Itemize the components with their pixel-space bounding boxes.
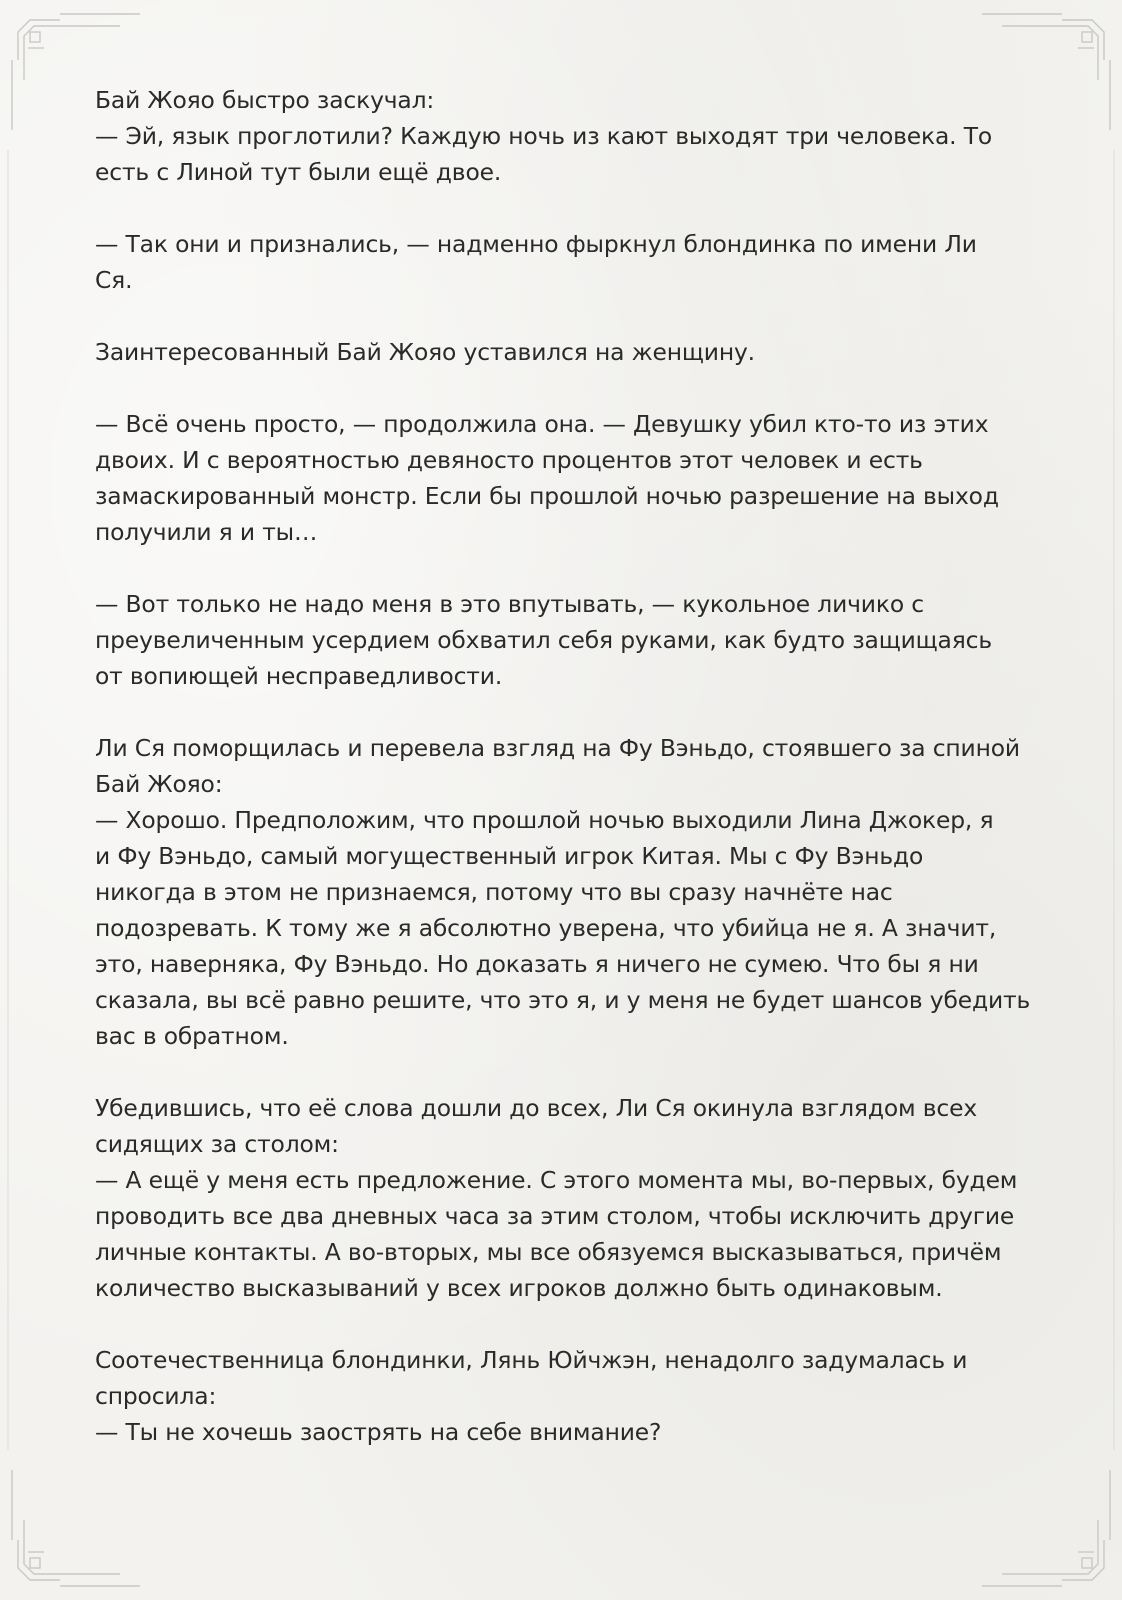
- text-line: проводить все два дневных часа за этим столом, чтобы исключить другие: [95, 1202, 1015, 1230]
- text-line: двоих. И с вероятностью девяносто процентов этот человек и есть: [95, 446, 923, 474]
- paragraph: [95, 1090, 1035, 1306]
- text-line: Ся.: [95, 266, 133, 294]
- paragraph: [95, 730, 1035, 1054]
- text-line: Убедившись, что её слова дошли до всех, Ли Ся окинула взглядом всех: [95, 1094, 978, 1122]
- text-line: преувеличенным усердием обхватил себя руками, как будто защищаясь: [95, 626, 992, 654]
- paragraph: [95, 406, 1035, 550]
- text-line: личные контакты. А во-вторых, мы все обязуемся высказываться, причём: [95, 1238, 1002, 1266]
- text-line: — Эй, язык проглотили? Каждую ночь из кают выходят три человека. То: [95, 122, 993, 150]
- text-line: — Вот только не надо меня в это впутывать, — кукольное личико с: [95, 590, 924, 618]
- text-line: вас в обратном.: [95, 1022, 289, 1050]
- text-line: это, наверняка, Фу Вэньдо. Но доказать я ничего не сумею. Что бы я ни: [95, 950, 979, 978]
- corner-ornament-bottom-right: [982, 1470, 1110, 1586]
- text-line: количество высказываний у всех игроков должно быть одинаковым.: [95, 1274, 943, 1302]
- text-line: спросила:: [95, 1382, 217, 1410]
- corner-ornament-bottom-left: [12, 1470, 140, 1586]
- text-line: Заинтересованный Бай Жояо уставился на женщину.: [95, 338, 755, 366]
- text-line: подозревать. К тому же я абсолютно уверена, что убийца не я. А значит,: [95, 914, 997, 942]
- text-line: получили я и ты…: [95, 518, 318, 546]
- paragraph: [95, 226, 1035, 298]
- text-line: Бай Жояо быстро заскучал:: [95, 86, 435, 114]
- text-line: — Хорошо. Предположим, что прошлой ночью выходили Лина Джокер, я: [95, 806, 994, 834]
- text-line: — Так они и признались, — надменно фыркнул блондинка по имени Ли: [95, 230, 977, 258]
- text-line: — Ты не хочешь заострять на себе внимание?: [95, 1418, 662, 1446]
- text-line: замаскированный монстр. Если бы прошлой ночью разрешение на выход: [95, 482, 999, 510]
- paragraph: [95, 586, 1035, 694]
- text-line: и Фу Вэньдо, самый могущественный игрок Китая. Мы с Фу Вэньдо: [95, 842, 924, 870]
- document-body: [95, 82, 1035, 1486]
- text-line: — А ещё у меня есть предложение. С этого момента мы, во-первых, будем: [95, 1166, 1018, 1194]
- text-line: сидящих за столом:: [95, 1130, 339, 1158]
- text-line: от вопиющей несправедливости.: [95, 662, 503, 690]
- text-line: есть с Линой тут были ещё двое.: [95, 158, 502, 186]
- text-line: никогда в этом не признаемся, потому что вы сразу начнёте нас: [95, 878, 893, 906]
- text-line: — Всё очень просто, — продолжила она. — Девушку убил кто-то из этих: [95, 410, 989, 438]
- text-line: сказала, вы всё равно решите, что это я, и у меня не будет шансов убедить: [95, 986, 1031, 1014]
- paragraph: [95, 82, 1035, 190]
- text-line: Соотечественница блондинки, Лянь Юйчжэн, ненадолго задумалась и: [95, 1346, 968, 1374]
- paragraph: [95, 1342, 1035, 1450]
- paragraph: [95, 334, 1035, 370]
- text-line: Бай Жояо:: [95, 770, 223, 798]
- text-line: Ли Ся поморщилась и перевела взгляд на Фу Вэньдо, стоявшего за спиной: [95, 734, 1020, 762]
